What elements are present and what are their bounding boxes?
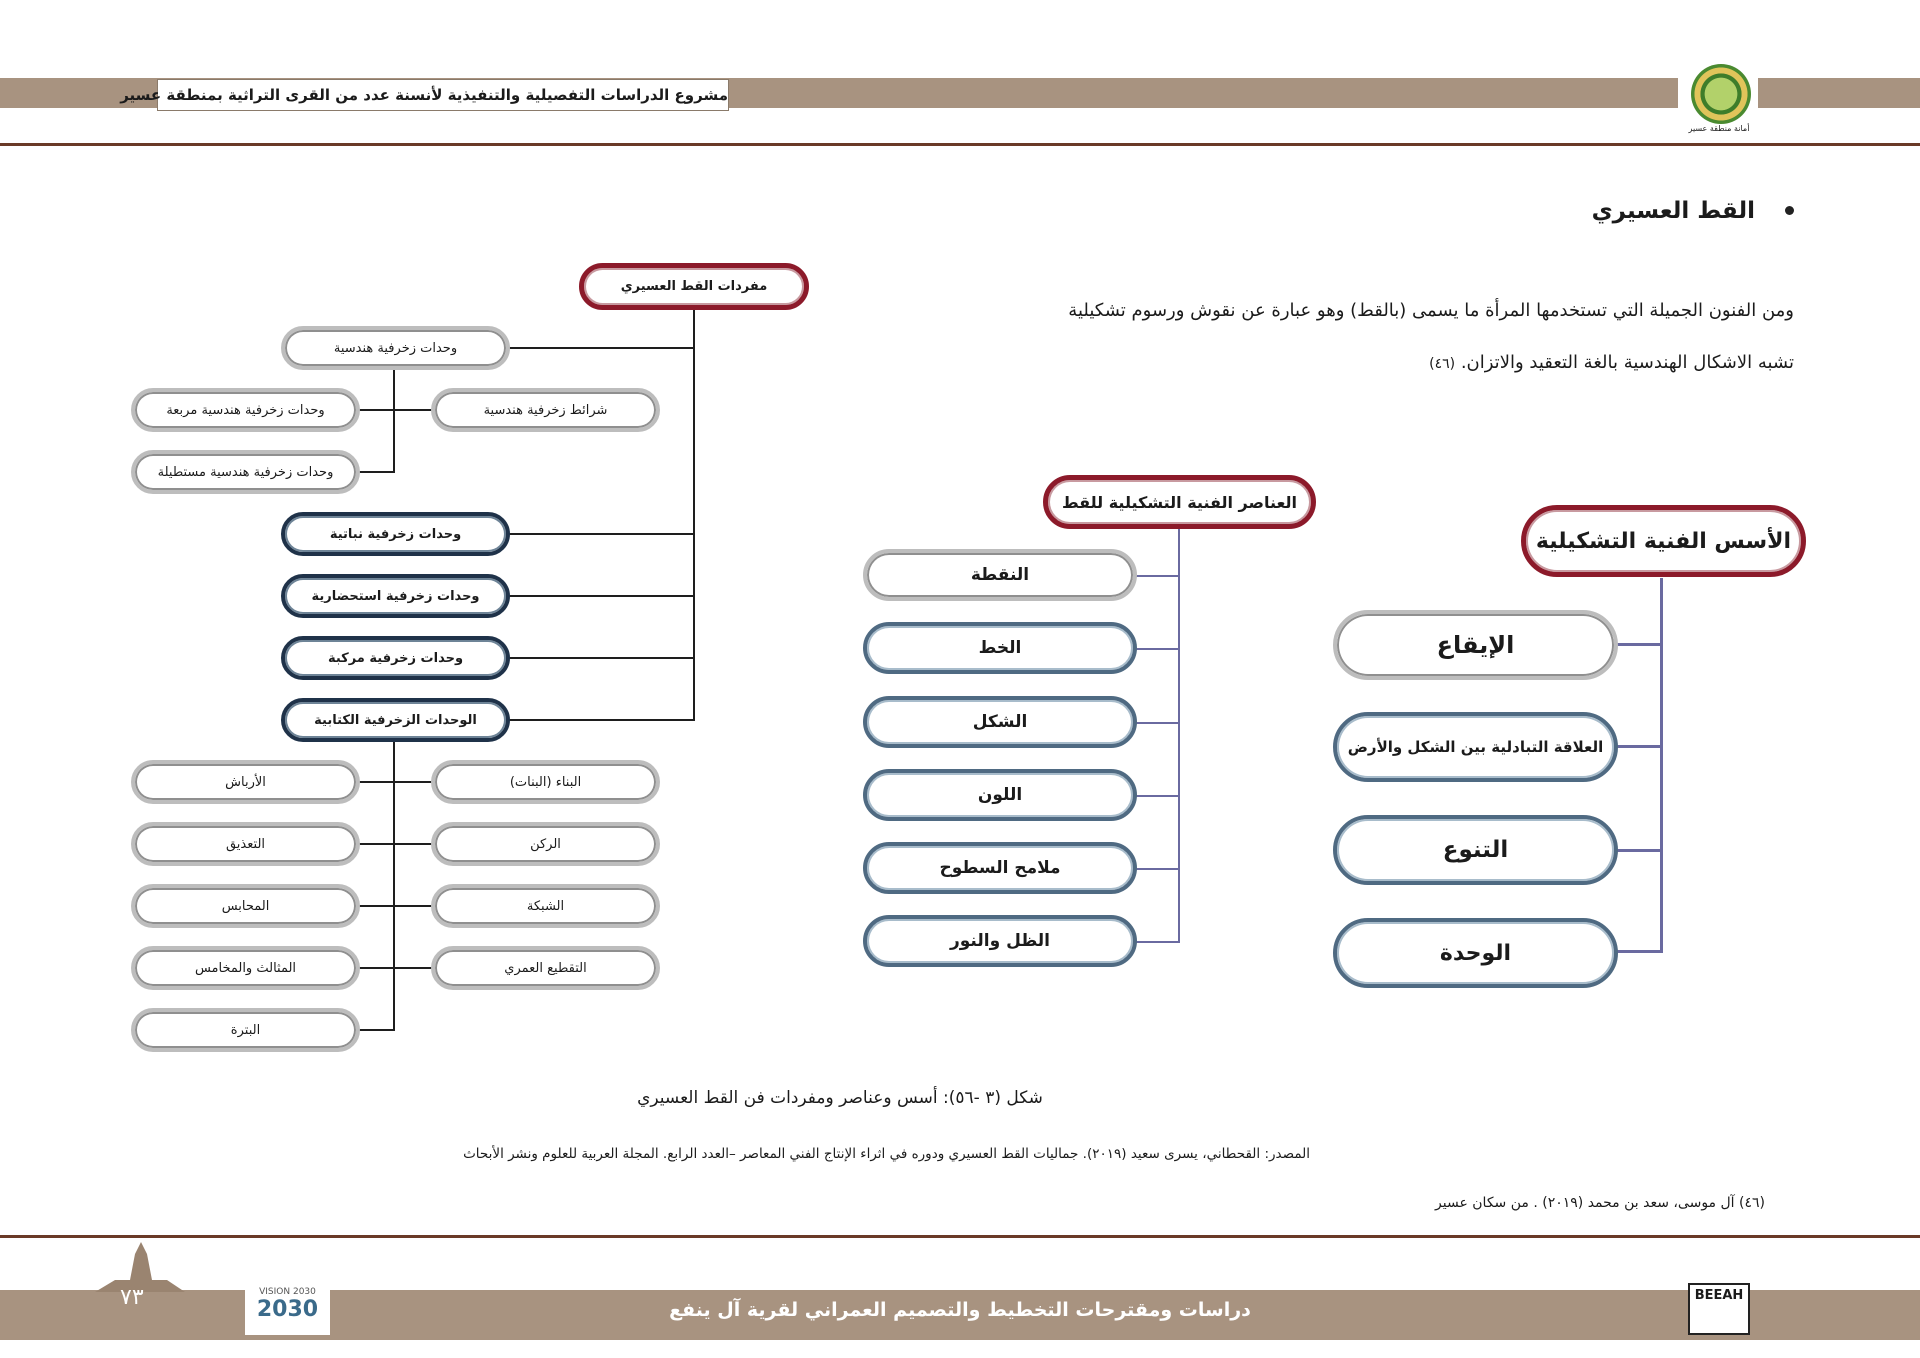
footer-title: دراسات ومقترحات التخطيط والتصميم العمراني لقرية آل ينفع xyxy=(669,1299,1251,1321)
paragraph-text: تشبه الاشكال الهندسية بالغة التعقيد والاتزان. xyxy=(1460,352,1794,373)
vision-label: VISION 2030 xyxy=(259,1287,316,1297)
vocab-item: التعذيق xyxy=(131,822,360,866)
vocab-item: الركن xyxy=(431,822,660,866)
vocab-item: البترة xyxy=(131,1008,360,1052)
element-item: الشكل xyxy=(863,696,1137,748)
vocab-item: البناء (البنات) xyxy=(431,760,660,804)
foundation-item: التنوع xyxy=(1333,815,1618,885)
vocab-item: وحدات زخرفية هندسية xyxy=(281,326,510,370)
vocab-item: الأرباش xyxy=(131,760,360,804)
section-title: القط العسيري xyxy=(1591,198,1755,224)
elements-title: العناصر الفنية التشكيلية للقط xyxy=(1043,475,1316,529)
asir-emblem-icon xyxy=(1691,64,1751,124)
paragraph-line-1: ومن الفنون الجميلة التي تستخدمها المرأة ما يسمى (بالقط) وهو عبارة عن نقوش ورسوم تشكيلية xyxy=(1068,300,1794,321)
vocab-title: مفردات القط العسيري xyxy=(579,263,809,310)
vocab-item: الشبكة xyxy=(431,884,660,928)
figure-source: المصدر: القحطاني، يسرى سعيد (٢٠١٩). جماليات القط العسيري ودوره في اثراء الإنتاج الفني المعاصر –العدد الرابع. المجلة العربية للعلوم ونشر الأبحاث xyxy=(463,1146,1310,1162)
vocab-item: المثالث والمخامس xyxy=(131,946,360,990)
foundation-item: الوحدة xyxy=(1333,918,1618,988)
element-item: النقطة xyxy=(863,549,1137,601)
footer-divider xyxy=(0,1235,1920,1238)
vocab-item: التقطيع العمري xyxy=(431,946,660,990)
foundation-item: العلاقة التبادلية بين الشكل والأرض xyxy=(1333,712,1618,782)
vocab-item: وحدات زخرفية هندسية مربعة xyxy=(131,388,360,432)
footnote: (٤٦) آل موسى، سعد بن محمد (٢٠١٩) . من سكان عسير xyxy=(1435,1195,1765,1211)
project-title: مشروع الدراسات التفصيلية والتنفيذية لأنسنة عدد من القرى التراثية بمنطقة عسير xyxy=(157,79,729,111)
page-number: ٧٣ xyxy=(120,1285,144,1310)
foundation-item: الإيقاع xyxy=(1333,610,1618,680)
vocab-item: وحدات زخرفية نباتية xyxy=(281,512,510,556)
foundations-title: الأسس الفنية التشكيلية xyxy=(1521,505,1806,577)
vision-2030-logo: VISION 2030 2030 xyxy=(245,1283,330,1335)
logo-caption: أمانة منطقة عسير xyxy=(1688,124,1750,133)
element-item: اللون xyxy=(863,769,1137,821)
vocab-item: وحدات زخرفية هندسية مستطيلة xyxy=(131,450,360,494)
footnote-ref: (٤٦) xyxy=(1429,356,1456,372)
header-divider xyxy=(0,143,1920,146)
bullet-icon xyxy=(1785,206,1794,215)
vocab-item: الوحدات الزخرفية الكتابية xyxy=(281,698,510,742)
vocab-item: المحابس xyxy=(131,884,360,928)
element-item: الخط xyxy=(863,622,1137,674)
figure-caption: شكل (٣ -٥٦): أسس وعناصر ومفردات فن القط العسيري xyxy=(637,1088,1043,1108)
vocab-item: وحدات زخرفية استحضارية xyxy=(281,574,510,618)
element-item: ملامح السطوح xyxy=(863,842,1137,894)
paragraph-line-2 xyxy=(1429,352,1794,373)
vocab-item: شرائط زخرفية هندسية xyxy=(431,388,660,432)
vocab-item: وحدات زخرفية مركبة xyxy=(281,636,510,680)
beeah-logo: BEEAH xyxy=(1688,1283,1750,1335)
element-item: الظل والنور xyxy=(863,915,1137,967)
